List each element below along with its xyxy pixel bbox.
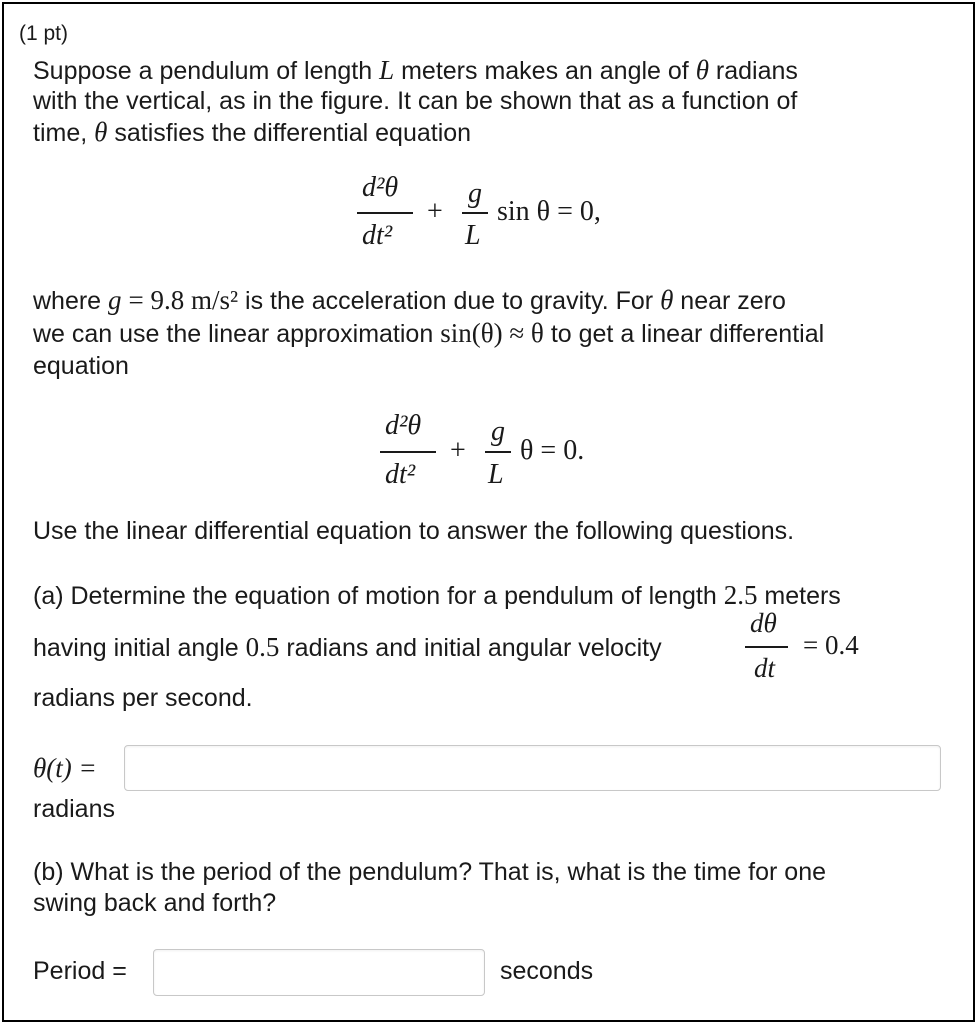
intro-text: satisfies the differential equation <box>114 119 472 147</box>
intro-line-2: with the vertical, as in the figure. It can be shown that as a function of <box>33 87 798 115</box>
dtheta-denominator: dt <box>754 653 776 683</box>
theta-var: θ <box>695 55 709 85</box>
eq2-frac-bar-1 <box>380 451 436 453</box>
theta-answer-input[interactable] <box>124 745 941 791</box>
where-text: is the acceleration due to gravity. For <box>245 287 654 315</box>
points-label: (1 pt) <box>19 22 69 45</box>
pendulum-length: 2.5 <box>723 580 758 610</box>
period-label: Period = <box>33 957 127 985</box>
theta-var: θ <box>660 285 674 315</box>
answer-label-text: θ(t) = <box>33 753 97 783</box>
eq2-g: g <box>491 416 505 447</box>
part-a-text: (a) Determine the equation of motion for a pendulum of length <box>33 582 717 610</box>
part-a-text: radians and initial angular velocity <box>286 634 662 662</box>
where-text: to get a linear differential <box>550 320 825 348</box>
intro-text: Suppose a pendulum of length <box>33 57 373 85</box>
dtheta-numerator: dθ <box>750 608 777 638</box>
eq2-numerator: d²θ <box>385 410 422 441</box>
part-a-line-2 <box>33 632 662 664</box>
eq1-rest: sin θ = 0, <box>497 196 601 227</box>
where-line-2 <box>33 318 824 350</box>
eq2-denominator: dt² <box>385 459 416 490</box>
eq2-frac-bar-2 <box>485 451 511 453</box>
initial-angle: 0.5 <box>245 632 280 662</box>
initial-velocity: = 0.4 <box>803 630 859 660</box>
theta-answer-label <box>33 753 97 784</box>
part-a-text: having initial angle <box>33 634 239 662</box>
g-value: = 9.8 m/s² <box>128 285 239 315</box>
linear-approximation: sin(θ) ≈ θ <box>440 318 544 348</box>
eq1-frac-bar-2 <box>462 212 488 214</box>
intro-text: meters makes an angle of <box>401 57 689 85</box>
where-line-1 <box>33 285 786 317</box>
where-text: where <box>33 287 102 315</box>
where-text: near zero <box>680 287 786 315</box>
period-units: seconds <box>500 957 594 985</box>
intro-line-3 <box>33 117 471 149</box>
theta-units: radians <box>33 795 115 823</box>
eq1-numerator: d²θ <box>362 172 399 203</box>
intro-text: time, <box>33 119 88 147</box>
dtheta-frac-bar <box>745 646 788 648</box>
intro-text: radians <box>715 57 798 85</box>
eq2-rest: θ = 0. <box>520 435 585 466</box>
where-text: we can use the linear approximation <box>33 320 434 348</box>
eq2-L: L <box>488 459 504 490</box>
theta-var: θ <box>94 117 108 147</box>
part-a-line-1 <box>33 580 841 612</box>
g-var: g <box>108 285 122 315</box>
eq1-plus: + <box>427 196 443 227</box>
instructions: Use the linear differential equation to answer the following questions. <box>33 517 795 545</box>
eq1-L: L <box>465 220 481 251</box>
where-line-3: equation <box>33 352 129 380</box>
eq2-plus: + <box>450 435 466 466</box>
eq1-frac-bar-1 <box>357 212 413 214</box>
eq1-denominator: dt² <box>362 220 393 251</box>
part-a-line-3: radians per second. <box>33 684 253 712</box>
intro-line-1 <box>33 55 798 87</box>
eq1-g: g <box>468 178 482 209</box>
length-var: L <box>379 55 395 85</box>
period-input[interactable] <box>153 949 485 996</box>
part-a-text: meters <box>764 582 841 610</box>
part-b-line-2: swing back and forth? <box>33 889 277 917</box>
part-b-line-1: (b) What is the period of the pendulum? That is, what is the time for one <box>33 858 827 886</box>
